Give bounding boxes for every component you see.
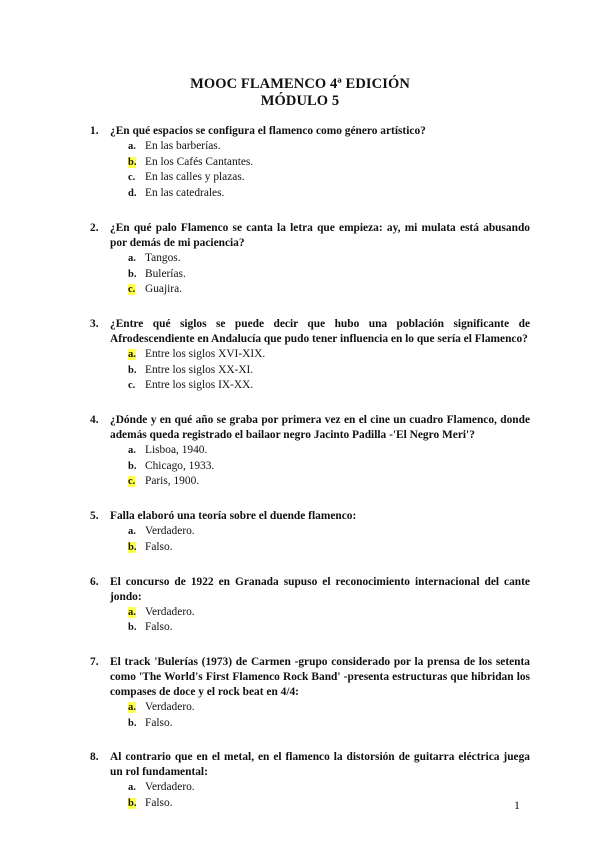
question-number: 1. <box>90 125 99 137</box>
option-text: Guajira. <box>145 283 183 296</box>
option-letter-text: a. <box>128 526 136 538</box>
question-row <box>90 575 530 605</box>
answer-option <box>128 186 530 202</box>
question-row <box>90 124 530 139</box>
option-text: Verdadero. <box>145 781 195 794</box>
option-text: Verdadero. <box>145 605 195 618</box>
question-number: 5. <box>90 510 99 523</box>
question-item <box>90 413 530 490</box>
option-letter <box>128 717 145 732</box>
question-row <box>90 750 530 780</box>
option-text: Lisboa, 1940. <box>145 444 208 457</box>
question-text: ¿Entre qué siglos se puede decir que hubo una población significante de Afrodescendiente en Andalucía que pudo tener influencia en lo que sería el Flamenco? <box>110 317 530 345</box>
option-letter-text: b. <box>128 622 137 634</box>
highlighted-letter: a. <box>128 606 136 618</box>
option-letter <box>128 348 145 363</box>
answer-option <box>128 378 530 394</box>
highlighted-letter: b. <box>128 541 137 553</box>
answer-option <box>128 620 530 636</box>
answer-option-correct <box>128 474 530 490</box>
answer-option <box>128 170 530 186</box>
answer-option <box>128 267 530 283</box>
answer-options <box>128 605 530 636</box>
question-item <box>90 575 530 636</box>
answer-option-correct <box>128 605 530 621</box>
answer-options <box>128 700 530 731</box>
option-text: Chicago, 1933. <box>145 459 215 472</box>
question-item <box>90 317 530 394</box>
option-letter <box>128 171 145 186</box>
option-letter-text: a. <box>128 445 136 457</box>
answer-option <box>128 716 530 732</box>
answer-option-correct <box>128 347 530 363</box>
question-row <box>90 317 530 347</box>
answer-option <box>128 524 530 540</box>
option-text: Tangos. <box>145 251 181 264</box>
answer-options <box>128 524 530 555</box>
highlighted-letter: c. <box>128 476 136 488</box>
document-title: MOOC FLAMENCO 4ª EDICIÓN <box>190 76 410 92</box>
question-item <box>90 750 530 811</box>
question-item <box>90 655 530 731</box>
option-text: En las calles y plazas. <box>145 171 245 184</box>
option-letter-text: d. <box>128 188 137 200</box>
option-letter-text: b. <box>128 268 137 280</box>
highlighted-letter: a. <box>128 701 136 713</box>
option-text: Falso. <box>145 797 173 810</box>
answer-options <box>128 139 530 202</box>
question-row <box>90 413 530 443</box>
question-number: 3. <box>90 317 99 330</box>
question-item <box>90 221 530 298</box>
answer-option-correct <box>128 540 530 556</box>
option-letter-text: b. <box>128 364 137 376</box>
answer-option <box>128 780 530 796</box>
highlighted-letter: c. <box>128 284 136 296</box>
option-text: Falso. <box>145 621 173 634</box>
answer-options <box>128 443 530 490</box>
question-number: 4. <box>90 414 99 427</box>
option-letter <box>128 525 145 540</box>
option-letter <box>128 283 145 298</box>
answer-option <box>128 363 530 379</box>
question-list <box>90 124 530 831</box>
module-subtitle: MÓDULO 5 <box>260 93 340 109</box>
option-letter-text: c. <box>128 172 136 184</box>
answer-option-correct <box>128 700 530 716</box>
option-letter-text: a. <box>128 782 136 794</box>
answer-option <box>128 251 530 267</box>
highlighted-letter: a. <box>128 348 136 360</box>
answer-option-correct <box>128 796 530 812</box>
option-letter <box>128 797 145 812</box>
question-text: Falla elaboró una teoría sobre el duende flamenco: <box>110 510 357 523</box>
option-letter <box>128 621 145 636</box>
question-number: 7. <box>90 655 99 668</box>
option-letter-text: a. <box>128 141 136 152</box>
question-number: 6. <box>90 575 99 588</box>
option-letter <box>128 541 145 556</box>
answer-options <box>128 251 530 298</box>
highlighted-letter: b. <box>128 798 137 810</box>
option-letter-text: b. <box>128 460 137 472</box>
highlighted-letter: b. <box>128 156 137 168</box>
option-text: Paris, 1900. <box>145 475 200 488</box>
option-text: Entre los siglos IX-XX. <box>145 379 254 392</box>
option-text: Entre los siglos XX-XI. <box>145 363 254 376</box>
question-row <box>90 509 530 524</box>
question-row <box>90 655 530 700</box>
option-letter-text: c. <box>128 380 136 392</box>
question-text: El concurso de 1922 en Granada supuso el reconocimiento internacional del cante jondo: <box>110 575 530 603</box>
option-letter <box>128 252 145 267</box>
option-letter <box>128 475 145 490</box>
question-item <box>90 124 530 202</box>
answer-option <box>128 139 530 155</box>
option-letter-text: b. <box>128 717 137 729</box>
question-row <box>90 221 530 251</box>
page-number: 1 <box>514 798 520 812</box>
question-text: El track 'Bulerías (1973) de Carmen -grupo considerado por la prensa de los setenta como 'The World's First Flamenco Rock Band' -presenta estructuras que hibridan los compases de doce y el rock beat en 4/4: <box>110 655 530 698</box>
option-text: Falso. <box>145 540 173 553</box>
answer-option-correct <box>128 282 530 298</box>
question-number: 8. <box>90 751 99 764</box>
option-letter <box>128 268 145 283</box>
option-text: Falso. <box>145 716 173 729</box>
option-letter <box>128 187 145 202</box>
option-text: Verdadero. <box>145 525 195 538</box>
question-number: 2. <box>90 221 99 234</box>
option-letter <box>128 140 145 155</box>
option-letter <box>128 781 145 796</box>
question-text: Al contrario que en el metal, en el flamenco la distorsión de guitarra eléctrica juega un rol fundamental: <box>110 751 530 779</box>
answer-option-correct <box>128 155 530 171</box>
option-letter <box>128 364 145 379</box>
option-letter <box>128 156 145 171</box>
option-letter <box>128 379 145 394</box>
answer-options <box>128 780 530 811</box>
option-text: En las barberías. <box>145 140 221 152</box>
option-letter <box>128 606 145 621</box>
question-text: ¿Dónde y en qué año se graba por primera vez en el cine un cuadro Flamenco, donde además queda registrado el bailaor negro Jacinto Padilla -'El Negro Meri'? <box>110 414 530 442</box>
question-item <box>90 509 530 555</box>
answer-options <box>128 347 530 394</box>
option-text: Entre los siglos XVI-XIX. <box>145 347 266 360</box>
option-letter-text: a. <box>128 252 136 264</box>
answer-option <box>128 459 530 475</box>
question-text: ¿En qué palo Flamenco se canta la letra que empieza: ay, mi mulata está abusando por demás de mi paciencia? <box>110 221 530 249</box>
option-letter <box>128 460 145 475</box>
option-text: Verdadero. <box>145 700 195 713</box>
option-text: En los Cafés Cantantes. <box>145 155 254 168</box>
option-text: En las catedrales. <box>145 187 225 200</box>
question-text: ¿En qué espacios se configura el flamenco como género artístico? <box>110 125 426 137</box>
option-text: Bulerías. <box>145 267 186 280</box>
option-letter <box>128 701 145 716</box>
answer-option <box>128 443 530 459</box>
option-letter <box>128 444 145 459</box>
